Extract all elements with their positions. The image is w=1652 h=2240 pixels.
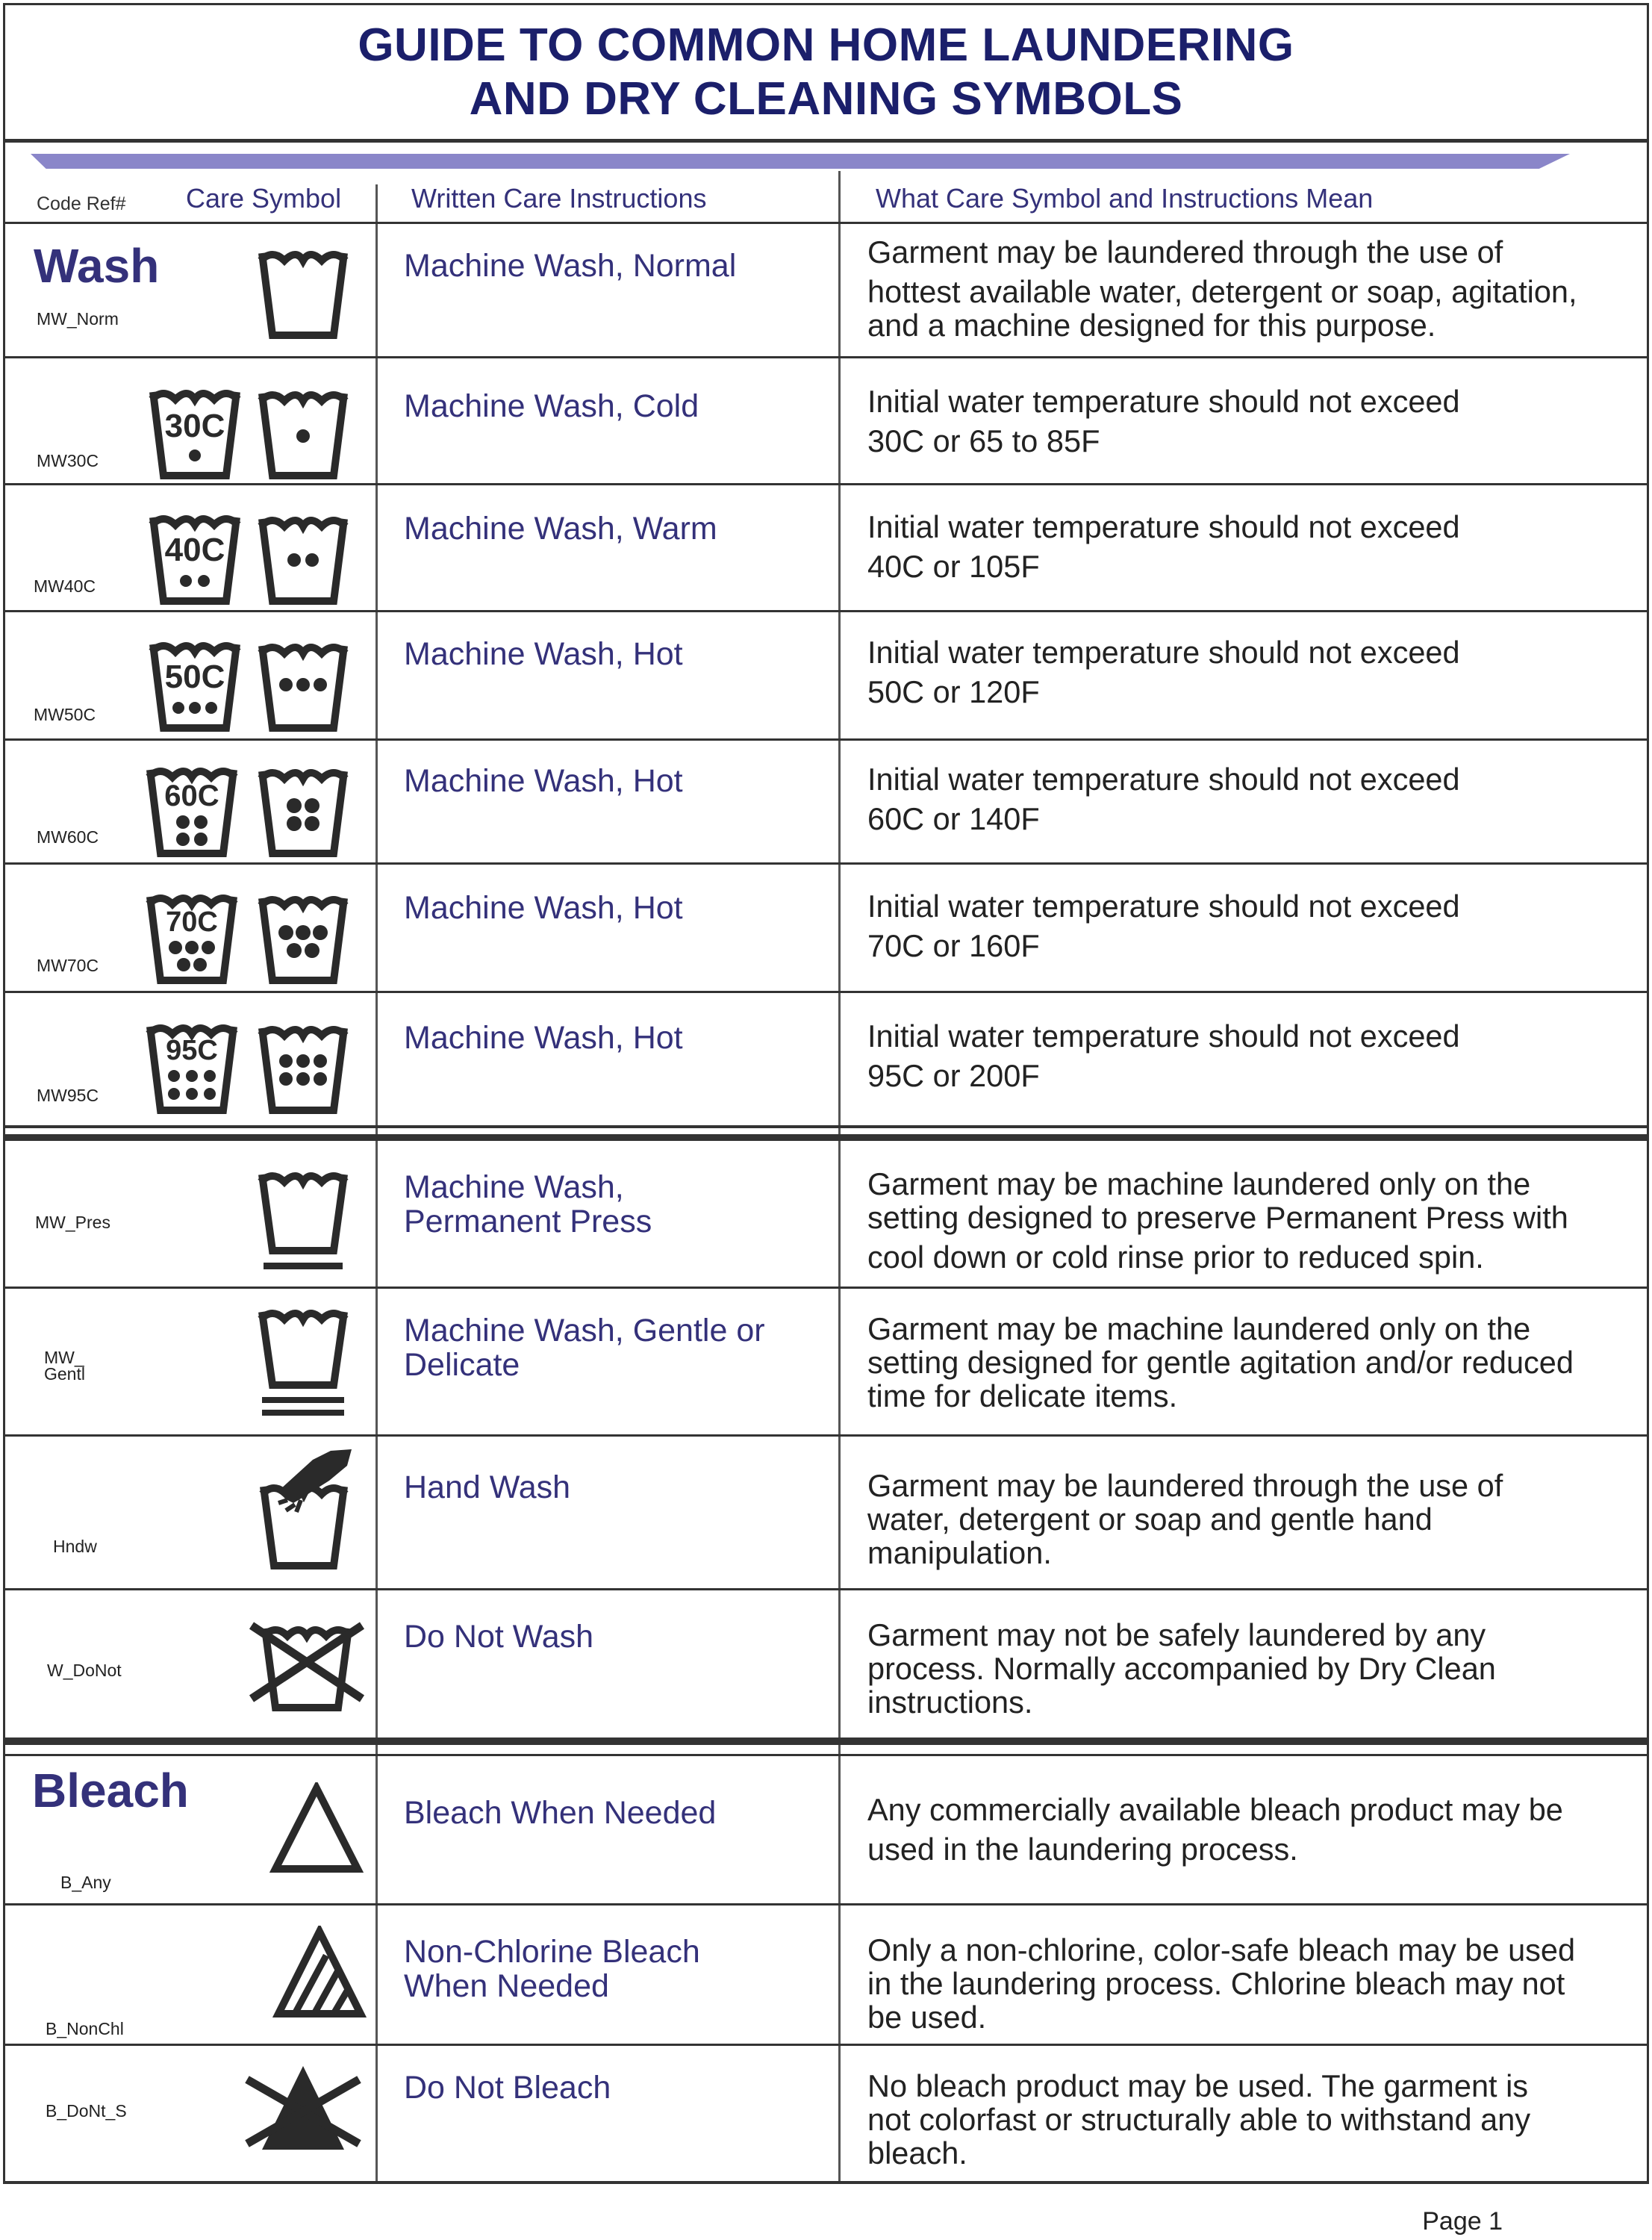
meaning-text (867, 1618, 1644, 1719)
washtub-30c-icon (147, 385, 243, 482)
meaning-text (867, 635, 1644, 709)
instruction-text: Machine Wash, Hot (404, 763, 683, 799)
washtub-1-dot-icon (256, 386, 350, 483)
temperature-label: 70C (166, 906, 218, 938)
accent-bar (31, 154, 1570, 169)
washtub-one-bar-icon (256, 1167, 350, 1273)
meaning-line: cool down or cold rinse prior to reduced spin. (867, 1239, 1484, 1275)
washtub-5-dots-icon (256, 891, 350, 988)
code-ref: Hndw (53, 1537, 97, 1556)
code-ref: B_NonChl (46, 2019, 124, 2038)
meaning-line: Initial water temperature should not exceed (867, 635, 1460, 670)
row-divider (5, 862, 1647, 865)
code-ref (44, 1349, 85, 1382)
meaning-line: No bleach product may be used. The garment is (867, 2068, 1529, 2103)
title-line-1: GUIDE TO COMMON HOME LAUNDERING (358, 19, 1294, 71)
code-ref: MW_Pres (35, 1213, 110, 1232)
document-frame (3, 3, 1649, 2184)
instruction-line: Permanent Press (404, 1204, 652, 1239)
meaning-text (867, 510, 1644, 583)
washtub-50c-icon (147, 637, 243, 734)
instruction-line: Machine Wash, (404, 1169, 624, 1205)
row-divider (5, 610, 1647, 612)
washtub-icon (256, 246, 350, 343)
meaning-line: Initial water temperature should not exceed (867, 1018, 1460, 1054)
row-divider (5, 1287, 1647, 1289)
meaning-line: Garment may be machine laundered only on the (867, 1311, 1531, 1346)
row-divider (5, 1125, 1647, 1128)
meaning-text (867, 1469, 1644, 1569)
instruction-line: Non-Chlorine Bleach (404, 1934, 700, 1970)
instruction-text (404, 1313, 765, 1382)
column-divider-instructions (838, 171, 841, 2184)
meaning-line: time for delicate items. (867, 1378, 1178, 1413)
instruction-text: Machine Wash, Hot (404, 1020, 683, 1056)
row-divider (5, 738, 1647, 741)
do-not-wash-icon (247, 1621, 367, 1715)
meaning-line: Garment may be machine laundered only on the (867, 1166, 1531, 1201)
meaning-text (867, 235, 1644, 342)
meaning-line: in the laundering process. Chlorine bleach may not (867, 1966, 1565, 2001)
instruction-line: When Needed (404, 1968, 609, 2004)
instruction-line: Delicate (404, 1347, 520, 1383)
row-divider (5, 356, 1647, 358)
meaning-line: Garment may not be safely laundered by any (867, 1617, 1486, 1652)
temperature-label: 50C (164, 659, 225, 695)
washtub-95c-icon (144, 1019, 240, 1116)
meaning-line: process. Normally accompanied by Dry Clean (867, 1651, 1496, 1686)
code-ref: MW70C (37, 956, 99, 975)
meaning-text (867, 889, 1644, 962)
section-divider (5, 1134, 1647, 1141)
meaning-line: setting designed to preserve Permanent Press with (867, 1200, 1568, 1235)
washtub-40c-icon (147, 510, 243, 607)
triangle-icon (269, 1782, 364, 1873)
washtub-70c-icon (144, 889, 240, 986)
meaning-line: used in the laundering process. (867, 1832, 1298, 1867)
meaning-line: bleach. (867, 2135, 967, 2171)
meaning-text (867, 1933, 1644, 2034)
instruction-text: Machine Wash, Normal (404, 248, 737, 284)
temperature-label: 95C (166, 1035, 218, 1066)
meaning-line: Initial water temperature should not exceed (867, 889, 1460, 924)
instruction-text (404, 1935, 700, 2003)
instruction-text: Hand Wash (404, 1469, 571, 1505)
code-ref: B_DoNt_S (46, 2101, 127, 2121)
row-divider (5, 1903, 1647, 1905)
temperature-label: 30C (164, 408, 225, 444)
meaning-text (867, 2069, 1644, 2170)
meaning-line: 95C or 200F (867, 1058, 1040, 1093)
code-ref-line: MW_ (44, 1348, 84, 1367)
meaning-line: Only a non-chlorine, color-safe bleach may be used (867, 1932, 1576, 1967)
instruction-text: Machine Wash, Hot (404, 890, 683, 926)
meaning-line: and a machine designed for this purpose. (867, 308, 1436, 343)
meaning-text (867, 1019, 1644, 1092)
row-divider (5, 1588, 1647, 1590)
section-divider (5, 1737, 1647, 1745)
instruction-text: Do Not Wash (404, 1619, 594, 1655)
row-divider (5, 991, 1647, 993)
instruction-text (404, 1170, 652, 1239)
header-care-symbol: Care Symbol (186, 183, 342, 214)
section-label-wash: Wash (34, 239, 160, 293)
washtub-6-dots-icon (256, 1021, 350, 1118)
meaning-line: Garment may be laundered through the use of (867, 234, 1503, 270)
meaning-line: 60C or 140F (867, 801, 1040, 836)
code-ref: B_Any (60, 1873, 111, 1892)
meaning-line: manipulation. (867, 1535, 1052, 1570)
row-divider (5, 2181, 1647, 2184)
meaning-line: 40C or 105F (867, 549, 1040, 584)
washtub-3-dots-icon (256, 638, 350, 735)
instruction-text: Machine Wash, Hot (404, 636, 683, 672)
row-divider (5, 2044, 1647, 2046)
washtub-60c-icon (144, 762, 240, 859)
temperature-label: 40C (164, 532, 225, 568)
meaning-line: setting designed for gentle agitation and/or reduced (867, 1345, 1574, 1380)
meaning-text (867, 762, 1644, 836)
striped-triangle-icon (272, 1926, 367, 2020)
instruction-text: Machine Wash, Cold (404, 388, 699, 424)
meaning-line: not colorfast or structurally able to withstand any (867, 2102, 1531, 2137)
washtub-two-bars-icon (256, 1304, 350, 1418)
header-written-instructions: Written Care Instructions (411, 183, 707, 214)
instruction-text: Bleach When Needed (404, 1795, 717, 1831)
row-divider (5, 222, 1647, 224)
row-divider (5, 1754, 1647, 1756)
code-ref: MW30C (37, 451, 99, 470)
washtub-2-dots-icon (256, 511, 350, 609)
meaning-text (867, 1793, 1644, 1866)
meaning-line: hottest available water, detergent or soap, agitation, (867, 274, 1577, 309)
crossed-triangle-icon (243, 2060, 364, 2156)
meaning-line: Initial water temperature should not exceed (867, 509, 1460, 544)
meaning-text (867, 1167, 1644, 1274)
code-ref: W_DoNot (47, 1661, 122, 1680)
instruction-text: Machine Wash, Warm (404, 511, 717, 547)
meaning-line: 70C or 160F (867, 928, 1040, 963)
meaning-line: water, detergent or soap and gentle hand (867, 1502, 1433, 1537)
code-ref: MW_Norm (37, 309, 119, 329)
meaning-line: Any commercially available bleach product may be (867, 1792, 1563, 1827)
code-ref: MW60C (37, 827, 99, 847)
section-label-bleach: Bleach (32, 1764, 189, 1817)
code-ref: MW50C (34, 705, 96, 724)
instruction-line: Machine Wash, Gentle or (404, 1313, 765, 1348)
meaning-line: be used. (867, 2000, 987, 2035)
row-divider (5, 483, 1647, 485)
document-title (5, 5, 1647, 143)
hand-wash-icon (258, 1445, 358, 1573)
meaning-line: Initial water temperature should not exceed (867, 762, 1460, 797)
meaning-text (867, 1312, 1644, 1413)
code-ref: MW40C (34, 576, 96, 596)
header-meaning: What Care Symbol and Instructions Mean (876, 183, 1374, 214)
header-code-ref: Code Ref# (37, 193, 126, 214)
meaning-line: 50C or 120F (867, 674, 1040, 709)
title-line-2: AND DRY CLEANING SYMBOLS (469, 72, 1183, 125)
meaning-line: Garment may be laundered through the use of (867, 1468, 1503, 1503)
meaning-line: Initial water temperature should not exceed (867, 384, 1460, 419)
meaning-line: instructions. (867, 1684, 1033, 1720)
washtub-4-dots-icon (256, 764, 350, 861)
temperature-label: 60C (164, 780, 219, 812)
meaning-line: 30C or 65 to 85F (867, 423, 1100, 458)
code-ref: MW95C (37, 1086, 99, 1105)
page-number: Page 1 (1422, 2207, 1503, 2236)
code-ref-line: Gentl (44, 1364, 85, 1384)
row-divider (5, 1434, 1647, 1437)
instruction-text: Do Not Bleach (404, 2070, 611, 2106)
meaning-text (867, 385, 1644, 458)
